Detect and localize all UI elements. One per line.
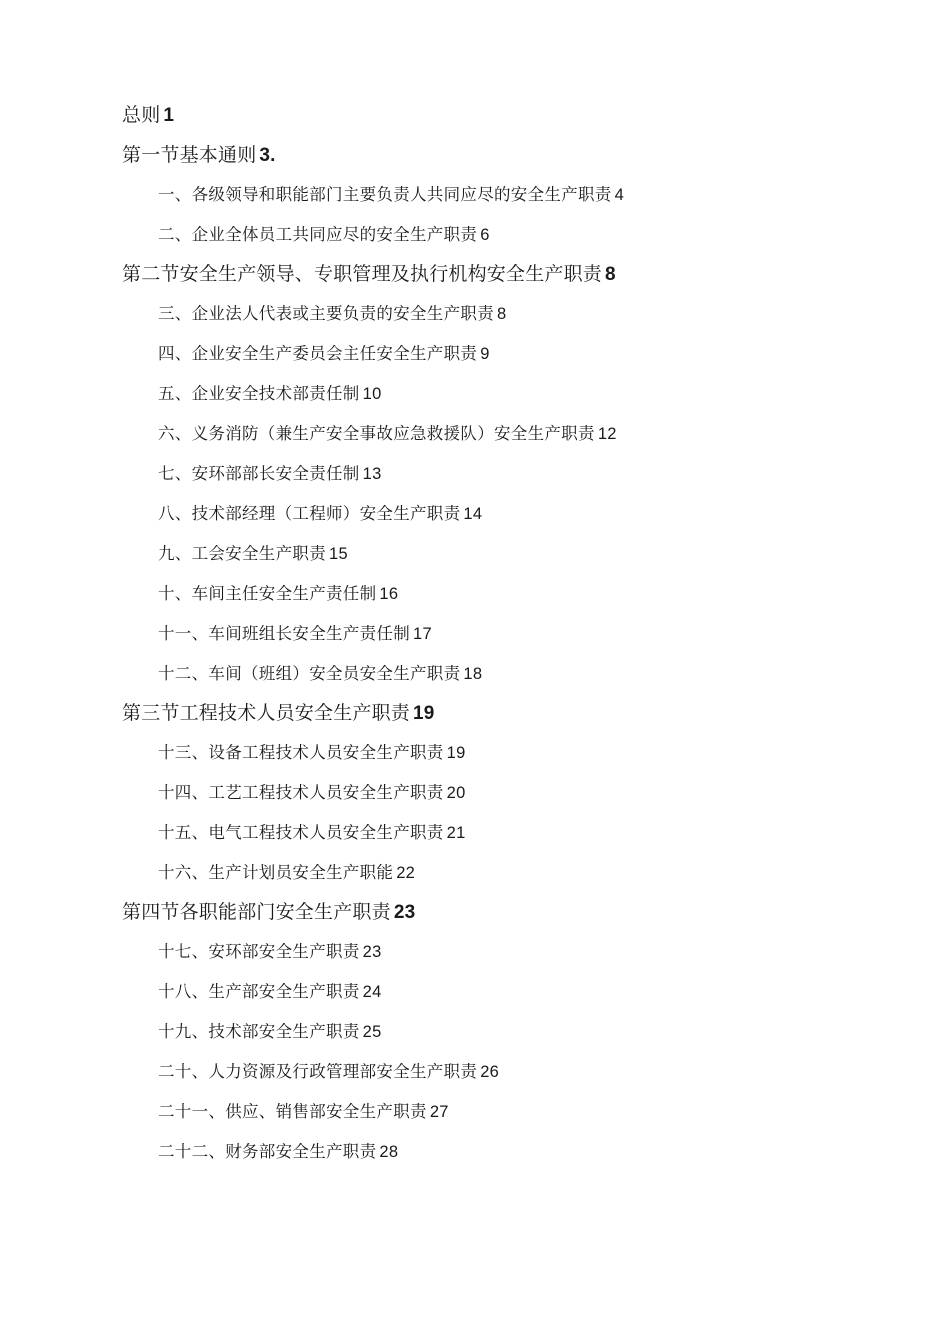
toc-entry-item[interactable]	[158, 187, 624, 204]
toc-entry-item[interactable]	[158, 745, 466, 762]
toc-entry-title: 三、企业法人代表或主要负责的安全生产职责	[158, 304, 494, 323]
toc-entry-title: 五、企业安全技术部责任制	[158, 384, 360, 403]
toc-entry-section-2[interactable]	[122, 265, 616, 284]
toc-entry-item[interactable]	[158, 825, 466, 842]
toc-entry-page: 27	[429, 1103, 449, 1121]
toc-entry-section-3[interactable]	[122, 704, 435, 723]
toc-entry-item[interactable]	[158, 586, 398, 603]
toc-entry-page: 14	[463, 505, 483, 523]
toc-entry-item[interactable]	[158, 546, 348, 563]
toc-entry-page: 13	[362, 465, 382, 483]
toc-entry-page: 23	[362, 943, 382, 961]
toc-entry-title: 九、工会安全生产职责	[158, 544, 326, 563]
toc-entry-title: 一、各级领导和职能部门主要负责人共同应尽的安全生产职责	[158, 185, 612, 204]
toc-entry-title: 第一节基本通则	[122, 144, 257, 166]
toc-entry-page: 18	[463, 665, 483, 683]
toc-entry-page: 8	[605, 264, 616, 285]
toc-entry-item[interactable]	[158, 346, 490, 363]
toc-entry-item[interactable]	[158, 386, 382, 403]
toc-entry-title: 十二、车间（班组）安全员安全生产职责	[158, 664, 461, 683]
toc-entry-page: 21	[446, 824, 466, 842]
toc-entry-title: 四、企业安全生产委员会主任安全生产职责	[158, 344, 478, 363]
toc-entry-title: 六、义务消防（兼生产安全事故应急救援队）安全生产职责	[158, 424, 595, 443]
toc-entry-page: 12	[597, 425, 617, 443]
toc-entry-title: 第四节各职能部门安全生产职责	[122, 901, 391, 923]
toc-entry-item[interactable]	[158, 984, 382, 1001]
toc-entry-page: 17	[413, 625, 432, 643]
toc-entry-page: 26	[480, 1063, 500, 1081]
toc-entry-item[interactable]	[158, 1064, 499, 1081]
toc-entry-title: 七、安环部部长安全责任制	[158, 464, 360, 483]
toc-entry-item[interactable]	[158, 506, 482, 523]
toc-entry-title: 十七、安环部安全生产职责	[158, 942, 360, 961]
toc-entry-page: 10	[362, 385, 382, 403]
toc-entry-item[interactable]	[158, 1144, 398, 1161]
toc-entry-title: 十、车间主任安全生产责任制	[158, 584, 377, 603]
toc-entry-item[interactable]	[158, 306, 506, 323]
toc-entry-title: 十一、车间班组长安全生产责任制	[158, 624, 410, 643]
toc-entry-page: 20	[446, 784, 466, 802]
toc-entry-title: 十四、工艺工程技术人员安全生产职责	[158, 783, 444, 802]
toc-entry-title: 十六、生产计划员安全生产职能	[158, 863, 394, 882]
toc-entry-page: 19	[446, 744, 466, 762]
toc-entry-item[interactable]	[158, 865, 415, 882]
toc-entry-page: 19	[413, 703, 435, 724]
toc-entry-title: 第三节工程技术人员安全生产职责	[122, 702, 411, 724]
toc-entry-title: 十三、设备工程技术人员安全生产职责	[158, 743, 444, 762]
toc-entry-title: 二、企业全体员工共同应尽的安全生产职责	[158, 225, 478, 244]
toc-entry-page: 23	[393, 902, 416, 923]
toc-entry-page: 6	[480, 226, 490, 244]
toc-entry-item[interactable]	[158, 785, 466, 802]
toc-entry-page: 8	[497, 305, 507, 323]
toc-entry-title: 十八、生产部安全生产职责	[158, 982, 360, 1001]
toc-entry-page: 16	[379, 585, 399, 603]
toc-entry-title: 十九、技术部安全生产职责	[158, 1022, 360, 1041]
toc-entry-title: 二十二、财务部安全生产职责	[158, 1142, 377, 1161]
toc-entry-title: 总则	[122, 104, 161, 126]
toc-entry-page: 22	[396, 864, 416, 882]
toc-entry-section-1[interactable]	[122, 146, 276, 165]
toc-entry-page: 1	[163, 105, 175, 126]
toc-entry-title: 八、技术部经理（工程师）安全生产职责	[158, 504, 461, 523]
toc-entry-item[interactable]	[158, 626, 432, 643]
toc-entry-page: 4	[614, 186, 625, 204]
toc-entry-item[interactable]	[158, 426, 617, 443]
toc-entry-title: 十五、电气工程技术人员安全生产职责	[158, 823, 444, 842]
toc-entry-page: 25	[362, 1023, 382, 1041]
toc-entry-item[interactable]	[158, 227, 490, 244]
toc-entry-page: 28	[379, 1143, 399, 1161]
toc-entry-item[interactable]	[158, 466, 382, 483]
toc-entry-section-4[interactable]	[122, 903, 415, 922]
toc-entry-item[interactable]	[158, 944, 382, 961]
toc-entry-page: 24	[362, 983, 382, 1001]
toc-entry-title: 二十、人力资源及行政管理部安全生产职责	[158, 1062, 478, 1081]
toc-entry-title: 第二节安全生产领导、专职管理及执行机构安全生产职责	[122, 263, 603, 285]
toc-entry-item[interactable]	[158, 1104, 449, 1121]
toc-entry-item[interactable]	[158, 1024, 382, 1041]
toc-entry-general-provisions[interactable]	[122, 106, 174, 125]
toc-entry-title: 二十一、供应、销售部安全生产职责	[158, 1102, 427, 1121]
toc-entry-page: 15	[329, 545, 348, 563]
toc-entry-page: 3.	[259, 145, 276, 166]
toc-entry-page: 9	[480, 345, 490, 363]
toc-entry-item[interactable]	[158, 666, 482, 683]
